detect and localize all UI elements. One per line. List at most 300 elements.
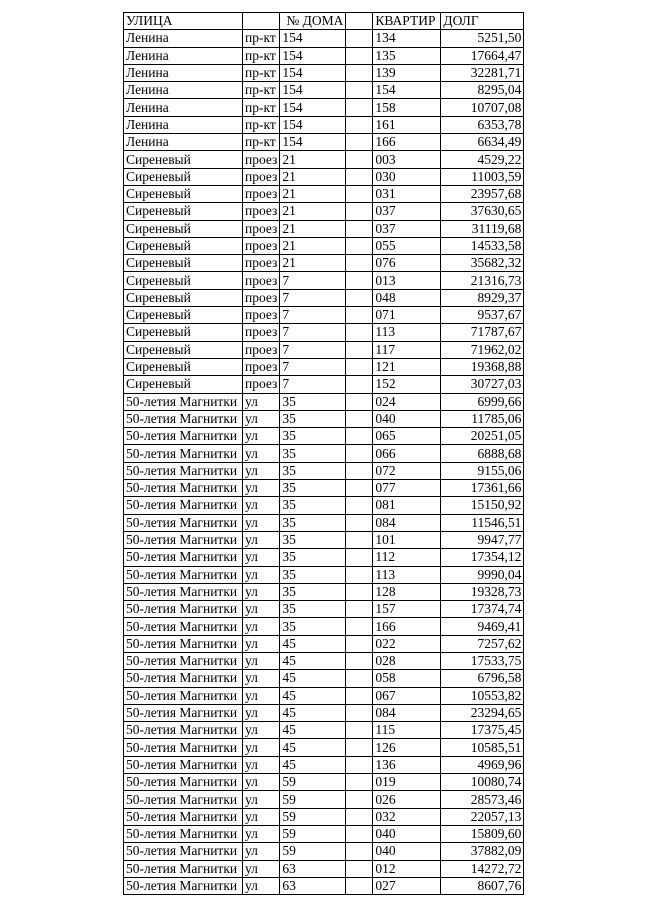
table-row bbox=[124, 220, 524, 237]
cell-debt: 6634,49 bbox=[441, 134, 524, 151]
cell-extra bbox=[346, 670, 373, 687]
table-row bbox=[124, 566, 524, 583]
cell-house: 35 bbox=[280, 514, 346, 531]
cell-debt: 14533,58 bbox=[441, 237, 524, 254]
cell-type: проез bbox=[243, 185, 280, 202]
cell-debt: 11785,06 bbox=[441, 410, 524, 427]
cell-street: 50-летия Магнитки bbox=[124, 652, 243, 669]
table-row bbox=[124, 808, 524, 825]
cell-flat: 136 bbox=[373, 756, 441, 773]
table-row bbox=[124, 652, 524, 669]
cell-debt: 4529,22 bbox=[441, 151, 524, 168]
cell-flat: 026 bbox=[373, 791, 441, 808]
cell-type: ул bbox=[243, 566, 280, 583]
cell-type: проез bbox=[243, 358, 280, 375]
cell-debt: 8295,04 bbox=[441, 82, 524, 99]
cell-type: проез bbox=[243, 307, 280, 324]
debt-table bbox=[123, 12, 524, 895]
cell-street: 50-летия Магнитки bbox=[124, 687, 243, 704]
table-row bbox=[124, 393, 524, 410]
cell-street: 50-летия Магнитки bbox=[124, 704, 243, 721]
cell-debt: 6999,66 bbox=[441, 393, 524, 410]
cell-extra bbox=[346, 82, 373, 99]
cell-debt: 6796,58 bbox=[441, 670, 524, 687]
cell-extra bbox=[346, 64, 373, 81]
cell-debt: 8607,76 bbox=[441, 877, 524, 894]
cell-extra bbox=[346, 237, 373, 254]
cell-street: 50-летия Магнитки bbox=[124, 843, 243, 860]
cell-debt: 19368,88 bbox=[441, 358, 524, 375]
cell-house: 7 bbox=[280, 341, 346, 358]
cell-street: Сиреневый bbox=[124, 272, 243, 289]
cell-debt: 37630,65 bbox=[441, 203, 524, 220]
cell-extra bbox=[346, 480, 373, 497]
cell-extra bbox=[346, 376, 373, 393]
cell-type: ул bbox=[243, 445, 280, 462]
cell-debt: 14272,72 bbox=[441, 860, 524, 877]
cell-extra bbox=[346, 428, 373, 445]
cell-extra bbox=[346, 203, 373, 220]
cell-extra bbox=[346, 324, 373, 341]
cell-flat: 113 bbox=[373, 566, 441, 583]
cell-debt: 20251,05 bbox=[441, 428, 524, 445]
cell-house: 35 bbox=[280, 497, 346, 514]
cell-flat: 084 bbox=[373, 514, 441, 531]
cell-house: 45 bbox=[280, 670, 346, 687]
cell-extra bbox=[346, 289, 373, 306]
cell-house: 59 bbox=[280, 774, 346, 791]
cell-type: ул bbox=[243, 410, 280, 427]
cell-flat: 019 bbox=[373, 774, 441, 791]
cell-street: 50-летия Магнитки bbox=[124, 445, 243, 462]
cell-house: 35 bbox=[280, 480, 346, 497]
cell-type: проез bbox=[243, 255, 280, 272]
table-body bbox=[124, 30, 524, 895]
cell-type: ул bbox=[243, 739, 280, 756]
table-row bbox=[124, 722, 524, 739]
table-row bbox=[124, 583, 524, 600]
cell-debt: 71962,02 bbox=[441, 341, 524, 358]
cell-flat: 081 bbox=[373, 497, 441, 514]
cell-extra bbox=[346, 220, 373, 237]
table-header bbox=[124, 13, 524, 30]
cell-street: 50-летия Магнитки bbox=[124, 774, 243, 791]
cell-extra bbox=[346, 549, 373, 566]
table-row bbox=[124, 255, 524, 272]
cell-debt: 22057,13 bbox=[441, 808, 524, 825]
cell-flat: 003 bbox=[373, 151, 441, 168]
cell-extra bbox=[346, 255, 373, 272]
cell-extra bbox=[346, 445, 373, 462]
cell-debt: 31119,68 bbox=[441, 220, 524, 237]
cell-house: 21 bbox=[280, 203, 346, 220]
cell-extra bbox=[346, 825, 373, 842]
cell-extra bbox=[346, 756, 373, 773]
cell-house: 45 bbox=[280, 756, 346, 773]
cell-street: 50-летия Магнитки bbox=[124, 791, 243, 808]
cell-flat: 161 bbox=[373, 116, 441, 133]
cell-street: Сиреневый bbox=[124, 220, 243, 237]
cell-extra bbox=[346, 134, 373, 151]
cell-extra bbox=[346, 47, 373, 64]
cell-house: 154 bbox=[280, 99, 346, 116]
table-row bbox=[124, 704, 524, 721]
cell-house: 59 bbox=[280, 843, 346, 860]
cell-flat: 121 bbox=[373, 358, 441, 375]
cell-house: 35 bbox=[280, 531, 346, 548]
cell-street: Сиреневый bbox=[124, 237, 243, 254]
cell-extra bbox=[346, 791, 373, 808]
cell-extra bbox=[346, 514, 373, 531]
header-flat: КВАРТИР bbox=[373, 13, 441, 30]
cell-street: 50-летия Магнитки bbox=[124, 393, 243, 410]
cell-type: ул bbox=[243, 428, 280, 445]
cell-street: Сиреневый bbox=[124, 151, 243, 168]
cell-extra bbox=[346, 497, 373, 514]
cell-house: 35 bbox=[280, 393, 346, 410]
table-row bbox=[124, 116, 524, 133]
cell-street: 50-летия Магнитки bbox=[124, 601, 243, 618]
table-row bbox=[124, 618, 524, 635]
cell-flat: 071 bbox=[373, 307, 441, 324]
header-debt: ДОЛГ bbox=[441, 13, 524, 30]
cell-flat: 128 bbox=[373, 583, 441, 600]
cell-street: Сиреневый bbox=[124, 168, 243, 185]
table-row bbox=[124, 376, 524, 393]
cell-house: 35 bbox=[280, 601, 346, 618]
cell-debt: 11003,59 bbox=[441, 168, 524, 185]
cell-type: ул bbox=[243, 774, 280, 791]
cell-debt: 10080,74 bbox=[441, 774, 524, 791]
cell-extra bbox=[346, 877, 373, 894]
cell-extra bbox=[346, 410, 373, 427]
cell-debt: 10553,82 bbox=[441, 687, 524, 704]
cell-type: ул bbox=[243, 549, 280, 566]
table-row bbox=[124, 168, 524, 185]
cell-debt: 17361,66 bbox=[441, 480, 524, 497]
cell-type: ул bbox=[243, 618, 280, 635]
cell-extra bbox=[346, 618, 373, 635]
cell-house: 45 bbox=[280, 635, 346, 652]
table-row bbox=[124, 825, 524, 842]
cell-debt: 17375,45 bbox=[441, 722, 524, 739]
cell-house: 7 bbox=[280, 324, 346, 341]
cell-extra bbox=[346, 774, 373, 791]
cell-type: ул bbox=[243, 791, 280, 808]
cell-type: проез bbox=[243, 324, 280, 341]
cell-flat: 139 bbox=[373, 64, 441, 81]
cell-type: проез bbox=[243, 237, 280, 254]
cell-debt: 4969,96 bbox=[441, 756, 524, 773]
cell-type: ул bbox=[243, 635, 280, 652]
cell-type: пр-кт bbox=[243, 134, 280, 151]
cell-street: 50-летия Магнитки bbox=[124, 877, 243, 894]
cell-house: 45 bbox=[280, 687, 346, 704]
cell-flat: 012 bbox=[373, 860, 441, 877]
cell-extra bbox=[346, 272, 373, 289]
table-row bbox=[124, 358, 524, 375]
cell-house: 45 bbox=[280, 704, 346, 721]
table-row bbox=[124, 134, 524, 151]
cell-street: Сиреневый bbox=[124, 203, 243, 220]
cell-flat: 037 bbox=[373, 203, 441, 220]
table-row bbox=[124, 203, 524, 220]
cell-type: ул bbox=[243, 843, 280, 860]
cell-debt: 6888,68 bbox=[441, 445, 524, 462]
cell-flat: 040 bbox=[373, 410, 441, 427]
cell-street: 50-летия Магнитки bbox=[124, 566, 243, 583]
cell-debt: 28573,46 bbox=[441, 791, 524, 808]
table-row bbox=[124, 601, 524, 618]
cell-extra bbox=[346, 168, 373, 185]
cell-flat: 126 bbox=[373, 739, 441, 756]
cell-house: 35 bbox=[280, 566, 346, 583]
cell-debt: 17374,74 bbox=[441, 601, 524, 618]
cell-street: Ленина bbox=[124, 99, 243, 116]
cell-street: Сиреневый bbox=[124, 185, 243, 202]
cell-debt: 9469,41 bbox=[441, 618, 524, 635]
cell-type: ул bbox=[243, 462, 280, 479]
cell-house: 35 bbox=[280, 410, 346, 427]
cell-house: 35 bbox=[280, 445, 346, 462]
cell-type: пр-кт bbox=[243, 47, 280, 64]
cell-street: 50-летия Магнитки bbox=[124, 739, 243, 756]
cell-type: пр-кт bbox=[243, 82, 280, 99]
cell-debt: 5251,50 bbox=[441, 30, 524, 47]
cell-debt: 9947,77 bbox=[441, 531, 524, 548]
table-row bbox=[124, 445, 524, 462]
table-row bbox=[124, 462, 524, 479]
table-row bbox=[124, 877, 524, 894]
cell-flat: 037 bbox=[373, 220, 441, 237]
cell-house: 35 bbox=[280, 428, 346, 445]
cell-house: 63 bbox=[280, 877, 346, 894]
cell-debt: 37882,09 bbox=[441, 843, 524, 860]
cell-flat: 040 bbox=[373, 843, 441, 860]
cell-house: 154 bbox=[280, 134, 346, 151]
cell-type: проез bbox=[243, 289, 280, 306]
cell-extra bbox=[346, 185, 373, 202]
cell-flat: 076 bbox=[373, 255, 441, 272]
cell-type: ул bbox=[243, 808, 280, 825]
cell-debt: 17354,12 bbox=[441, 549, 524, 566]
table-row bbox=[124, 739, 524, 756]
cell-street: 50-летия Магнитки bbox=[124, 808, 243, 825]
cell-debt: 10585,51 bbox=[441, 739, 524, 756]
cell-flat: 077 bbox=[373, 480, 441, 497]
table-row bbox=[124, 860, 524, 877]
cell-debt: 7257,62 bbox=[441, 635, 524, 652]
cell-type: ул bbox=[243, 514, 280, 531]
table-row bbox=[124, 47, 524, 64]
cell-street: 50-летия Магнитки bbox=[124, 635, 243, 652]
table-row bbox=[124, 341, 524, 358]
cell-debt: 9537,67 bbox=[441, 307, 524, 324]
table-row bbox=[124, 549, 524, 566]
header-extra bbox=[346, 13, 373, 30]
header-row bbox=[124, 13, 524, 30]
cell-type: ул bbox=[243, 583, 280, 600]
cell-street: Сиреневый bbox=[124, 358, 243, 375]
cell-flat: 013 bbox=[373, 272, 441, 289]
cell-house: 59 bbox=[280, 808, 346, 825]
cell-type: ул bbox=[243, 877, 280, 894]
cell-extra bbox=[346, 462, 373, 479]
cell-house: 154 bbox=[280, 30, 346, 47]
cell-type: ул bbox=[243, 756, 280, 773]
cell-street: Ленина bbox=[124, 116, 243, 133]
table-row bbox=[124, 185, 524, 202]
cell-flat: 115 bbox=[373, 722, 441, 739]
cell-debt: 23294,65 bbox=[441, 704, 524, 721]
cell-street: 50-летия Магнитки bbox=[124, 722, 243, 739]
cell-flat: 055 bbox=[373, 237, 441, 254]
cell-flat: 152 bbox=[373, 376, 441, 393]
cell-type: ул bbox=[243, 497, 280, 514]
table-row bbox=[124, 670, 524, 687]
cell-street: 50-летия Магнитки bbox=[124, 583, 243, 600]
header-house: № ДОМА bbox=[280, 13, 346, 30]
cell-flat: 112 bbox=[373, 549, 441, 566]
table-row bbox=[124, 791, 524, 808]
cell-flat: 028 bbox=[373, 652, 441, 669]
cell-street: Ленина bbox=[124, 64, 243, 81]
cell-flat: 066 bbox=[373, 445, 441, 462]
cell-house: 35 bbox=[280, 618, 346, 635]
cell-debt: 10707,08 bbox=[441, 99, 524, 116]
cell-type: проез bbox=[243, 272, 280, 289]
cell-flat: 134 bbox=[373, 30, 441, 47]
cell-house: 35 bbox=[280, 462, 346, 479]
cell-flat: 022 bbox=[373, 635, 441, 652]
cell-extra bbox=[346, 566, 373, 583]
cell-street: 50-летия Магнитки bbox=[124, 462, 243, 479]
table-row bbox=[124, 514, 524, 531]
cell-street: 50-летия Магнитки bbox=[124, 497, 243, 514]
cell-type: проез bbox=[243, 341, 280, 358]
cell-house: 59 bbox=[280, 791, 346, 808]
cell-flat: 067 bbox=[373, 687, 441, 704]
table-row bbox=[124, 82, 524, 99]
cell-flat: 031 bbox=[373, 185, 441, 202]
cell-house: 21 bbox=[280, 220, 346, 237]
cell-type: пр-кт bbox=[243, 99, 280, 116]
cell-flat: 166 bbox=[373, 618, 441, 635]
cell-debt: 8929,37 bbox=[441, 289, 524, 306]
table-row bbox=[124, 410, 524, 427]
cell-house: 35 bbox=[280, 583, 346, 600]
cell-flat: 117 bbox=[373, 341, 441, 358]
cell-debt: 17664,47 bbox=[441, 47, 524, 64]
cell-extra bbox=[346, 722, 373, 739]
cell-debt: 6353,78 bbox=[441, 116, 524, 133]
cell-extra bbox=[346, 601, 373, 618]
cell-type: ул bbox=[243, 670, 280, 687]
cell-flat: 158 bbox=[373, 99, 441, 116]
table-row bbox=[124, 774, 524, 791]
cell-type: проез bbox=[243, 376, 280, 393]
table-row bbox=[124, 237, 524, 254]
cell-extra bbox=[346, 808, 373, 825]
cell-house: 21 bbox=[280, 255, 346, 272]
header-type bbox=[243, 13, 280, 30]
cell-flat: 072 bbox=[373, 462, 441, 479]
cell-street: 50-летия Магнитки bbox=[124, 670, 243, 687]
table-row bbox=[124, 756, 524, 773]
cell-flat: 027 bbox=[373, 877, 441, 894]
table-row bbox=[124, 64, 524, 81]
cell-flat: 024 bbox=[373, 393, 441, 410]
cell-street: Сиреневый bbox=[124, 376, 243, 393]
cell-debt: 11546,51 bbox=[441, 514, 524, 531]
cell-house: 21 bbox=[280, 237, 346, 254]
cell-extra bbox=[346, 30, 373, 47]
cell-extra bbox=[346, 583, 373, 600]
cell-house: 7 bbox=[280, 307, 346, 324]
cell-type: пр-кт bbox=[243, 64, 280, 81]
cell-flat: 157 bbox=[373, 601, 441, 618]
cell-street: Ленина bbox=[124, 82, 243, 99]
header-street: УЛИЦА bbox=[124, 13, 243, 30]
cell-street: 50-летия Магнитки bbox=[124, 514, 243, 531]
cell-street: Сиреневый bbox=[124, 289, 243, 306]
table-row bbox=[124, 480, 524, 497]
cell-house: 21 bbox=[280, 185, 346, 202]
cell-flat: 135 bbox=[373, 47, 441, 64]
cell-extra bbox=[346, 687, 373, 704]
cell-extra bbox=[346, 151, 373, 168]
cell-street: Ленина bbox=[124, 47, 243, 64]
cell-house: 59 bbox=[280, 825, 346, 842]
cell-street: 50-летия Магнитки bbox=[124, 428, 243, 445]
table-row bbox=[124, 324, 524, 341]
cell-extra bbox=[346, 531, 373, 548]
cell-street: 50-летия Магнитки bbox=[124, 410, 243, 427]
cell-flat: 030 bbox=[373, 168, 441, 185]
table-row bbox=[124, 307, 524, 324]
cell-house: 45 bbox=[280, 739, 346, 756]
cell-type: проез bbox=[243, 220, 280, 237]
cell-street: 50-летия Магнитки bbox=[124, 531, 243, 548]
cell-house: 21 bbox=[280, 151, 346, 168]
cell-debt: 9990,04 bbox=[441, 566, 524, 583]
cell-flat: 084 bbox=[373, 704, 441, 721]
cell-flat: 065 bbox=[373, 428, 441, 445]
cell-type: ул bbox=[243, 687, 280, 704]
cell-debt: 71787,67 bbox=[441, 324, 524, 341]
cell-flat: 154 bbox=[373, 82, 441, 99]
cell-extra bbox=[346, 652, 373, 669]
cell-house: 21 bbox=[280, 168, 346, 185]
cell-type: ул bbox=[243, 531, 280, 548]
cell-street: 50-летия Магнитки bbox=[124, 549, 243, 566]
cell-flat: 113 bbox=[373, 324, 441, 341]
cell-debt: 35682,32 bbox=[441, 255, 524, 272]
cell-street: Ленина bbox=[124, 30, 243, 47]
cell-debt: 17533,75 bbox=[441, 652, 524, 669]
cell-house: 45 bbox=[280, 652, 346, 669]
table-row bbox=[124, 289, 524, 306]
cell-debt: 15809,60 bbox=[441, 825, 524, 842]
cell-type: ул bbox=[243, 825, 280, 842]
cell-house: 154 bbox=[280, 116, 346, 133]
cell-flat: 058 bbox=[373, 670, 441, 687]
cell-type: ул bbox=[243, 601, 280, 618]
table-row bbox=[124, 99, 524, 116]
cell-extra bbox=[346, 358, 373, 375]
cell-house: 154 bbox=[280, 82, 346, 99]
cell-house: 154 bbox=[280, 47, 346, 64]
